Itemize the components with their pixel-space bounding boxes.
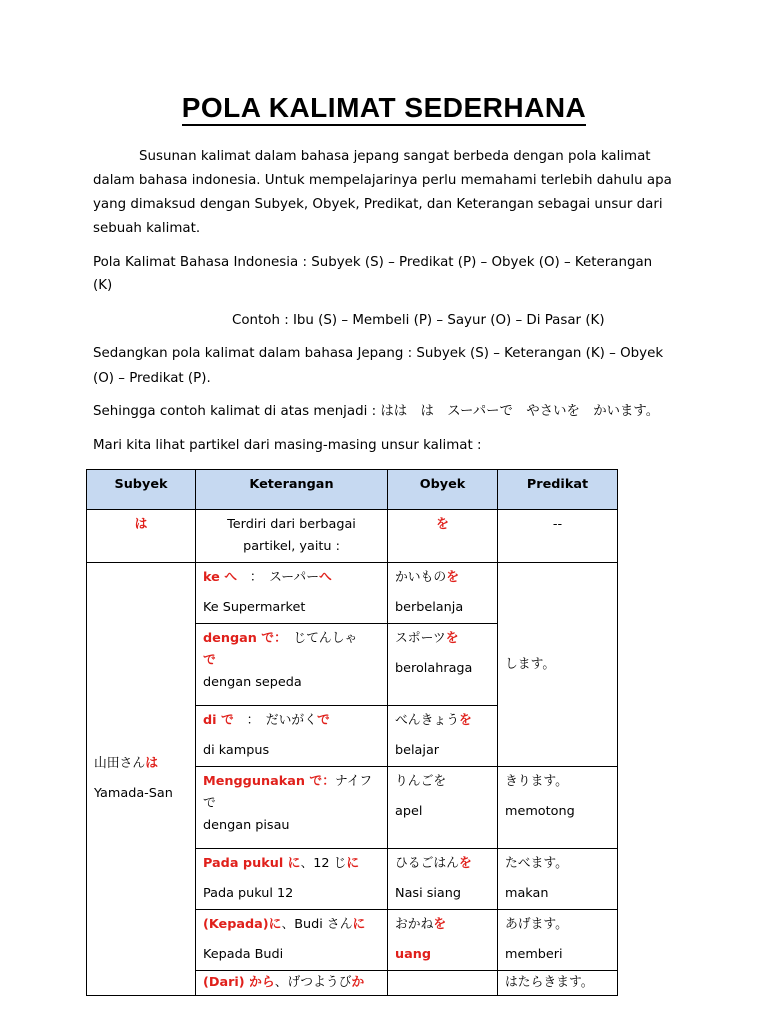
pattern-japanese-line-2: (O) – Predikat (P). [93, 371, 211, 386]
cell-obyek: べんきょうを belajar [388, 706, 498, 767]
cell-keterangan: di で ： だいがくで di kampus [196, 706, 388, 767]
cell-predikat: はたらきます。 [498, 971, 618, 996]
result-sentence: Sehingga contoh kalimat di atas menjadi : はは は スーパーで やさいを かいます。 [93, 404, 660, 419]
cell-subject-yamada: 山田さんは Yamada-San [87, 563, 196, 996]
header-subyek: Subyek [87, 470, 196, 510]
intro-paragraph-line-2: dalam bahasa indonesia. Untuk mempelajarinya perlu memahami terlebih dahulu apa [93, 173, 672, 188]
table-header-row [87, 470, 618, 510]
cell-predikat: あげます。 memberi [498, 910, 618, 971]
cell-predikat: きります。 memotong [498, 767, 618, 849]
cell-obyek-empty [388, 971, 498, 996]
cell-obyek: おかねを uang [388, 910, 498, 971]
cell-keterangan: (Dari) から、げつようびか [196, 971, 388, 996]
cell-obyek: りんごを apel [388, 767, 498, 849]
cell-keterangan: (Kepada)に、Budi さんに Kepada Budi [196, 910, 388, 971]
cell-keterangan: Menggunakan で：ナイフ で dengan pisau [196, 767, 388, 849]
cell-keterangan: dengan で： じてんしゃ で dengan sepeda [196, 624, 388, 706]
cell-obyek: スポーツを berolahraga [388, 624, 498, 706]
cell-keterangan: Pada pukul に、12 じに Pada pukul 12 [196, 849, 388, 910]
intro-paragraph: Susunan kalimat dalam bahasa jepang sangat berbeda dengan pola kalimat [139, 149, 651, 164]
cell-predikat: たべます。 makan [498, 849, 618, 910]
particle-table [86, 469, 618, 996]
example-sentence: Contoh : Ibu (S) – Membeli (P) – Sayur (O) – Di Pasar (K) [232, 313, 605, 328]
cell-obyek-particle: を [388, 510, 498, 563]
cell-keterangan-note: Terdiri dari berbagai partikel, yaitu : [196, 510, 388, 563]
cell-subyek-particle: は [87, 510, 196, 563]
intro-paragraph-line-3: yang dimaksud dengan Subyek, Obyek, Predikat, dan Keterangan sebagai unsur dari [93, 197, 663, 212]
header-obyek: Obyek [388, 470, 498, 510]
cell-predikat-shared: します。 [498, 563, 618, 767]
pattern-indonesian-line-2: (K) [93, 278, 113, 293]
page-title: POLA KALIMAT SEDERHANA [0, 92, 768, 124]
cell-keterangan: ke へ ： スーパーへ Ke Supermarket [196, 563, 388, 624]
cell-obyek: かいものを berbelanja [388, 563, 498, 624]
table-row [87, 510, 618, 563]
cell-obyek: ひるごはんを Nasi siang [388, 849, 498, 910]
table-row [87, 563, 618, 624]
pattern-indonesian-line-1: Pola Kalimat Bahasa Indonesia : Subyek (S) – Predikat (P) – Obyek (O) – Keterangan [93, 255, 653, 270]
header-predikat: Predikat [498, 470, 618, 510]
intro-paragraph-line-4: sebuah kalimat. [93, 221, 201, 236]
pattern-japanese-line-1: Sedangkan pola kalimat dalam bahasa Jepang : Subyek (S) – Keterangan (K) – Obyek [93, 346, 664, 361]
cell-predikat-placeholder: -- [498, 510, 618, 563]
header-keterangan: Keterangan [196, 470, 388, 510]
particles-intro: Mari kita lihat partikel dari masing-masing unsur kalimat : [93, 438, 482, 453]
